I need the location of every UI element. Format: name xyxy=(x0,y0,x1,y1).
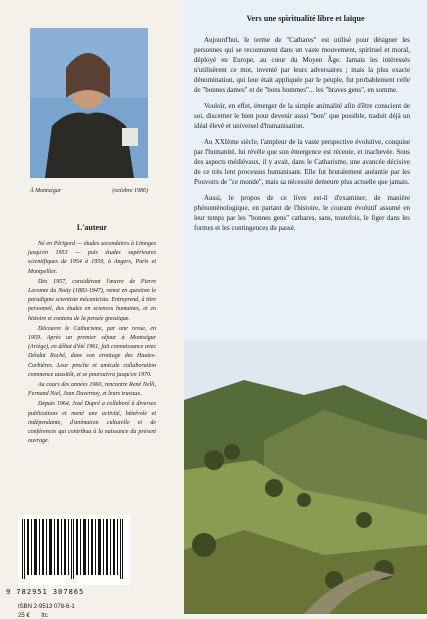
photo-caption-place: À Montségur xyxy=(30,188,62,194)
bio-paragraph: Depuis 1964, José Dupré a collaboré à diverses publications et mené une activité, bénévole et indépendante, d'animation culturelle et de conférences qui contribua à la naissance du présent ouvrage. xyxy=(28,401,156,445)
price-tax: ttc xyxy=(41,613,48,619)
landscape-photo xyxy=(184,340,427,614)
author-section-title: L'auteur xyxy=(76,223,108,232)
bio-paragraph: Né en Périgord — études secondaires à Limoges jusqu'en 1953 — puis études supérieures scientifiques de 1954 à 1959, à Angers, Paris et Montpellier. xyxy=(28,241,156,275)
summary-title: Vers une spiritualité libre et laïque xyxy=(246,14,365,23)
landscape-illustration xyxy=(184,340,427,614)
barcode-bars xyxy=(18,515,130,585)
summary-paragraph: Vouloir, en effet, émerger de la simple animalité afin d'être conscient de soi, discerner le bien pour devenir aussi "bon" que possible, traduit déjà un idéal élevé et universel d'humanisation. xyxy=(194,102,410,130)
price-amount: 25 € xyxy=(18,613,30,619)
summary-paragraph: Aujourd'hui, le terme de "Cathares" est utilisé pour désigner les personnes qui se reconnurent dans un vaste mouvement, spirituel et moral, déployé en Europe, au cœur du Moyen Âge. Jamais les intéressés n'utilisèrent ce mot, inventé par leurs adversaires ; mais la plus exacte dénomination, qui leur était appliquée par le peuple, fut probablement celle de "bonnes dames" et de "bons hommes"... les "braves gens", en somme. xyxy=(194,36,410,94)
barcode-digits: 9 782951 307865 xyxy=(6,588,85,596)
author-biography xyxy=(28,240,156,447)
author-photo xyxy=(30,28,148,178)
summary-paragraph: Au XXIème siècle, l'ampleur de la vaste perspective évolutive, conquise par l'humanité, lui révèle que son émergence est récente, et inachevée. Sous des aspects médiévaux, il y avait, dans le Catharisme, une avancée décisive de ce très lent processus humanisant. Elle fut brutalement anéantie par les Pouvoirs de "ce monde", mais sa nécessité demeure plus actuelle que jamais. xyxy=(194,138,410,186)
bio-paragraph: Découvre le Catharisme, par une revue, en 1959. Après un premier séjour à Montségur (Ariège), en début d'été 1961, fait connaissance avec Déodat Roché, dans son ermitage des Hautes-Corbières. Leur proche et amicale collaboration commence aussitôt, et se poursuivra jusqu'en 1970. xyxy=(28,325,156,378)
summary-text xyxy=(194,35,410,239)
bio-paragraph: Au cours des années 1960, rencontre René Nelli, Fernand Niel, Jean Duvernoy, et leurs travaux. xyxy=(28,382,156,398)
author-photo-illustration xyxy=(30,28,148,178)
bio-paragraph: Dès 1957, considérant l'œuvre de Pierre Lecomte du Noüy (1883-1947), remet en question le paradigme scientiste mécaniciste. Entreprend, à titre personnel, des études en sciences humaines, et en histoire et contenu de la pensée gnostique. xyxy=(28,278,156,322)
barcode xyxy=(18,515,130,585)
photo-caption-date: (octobre 1986) xyxy=(112,188,148,194)
summary-paragraph: Aussi, le propos de ce livre est-il d'examiner, de manière phénoménologique, en partant de l'histoire, le courant évolutif assumé en leur temps par les "bonnes gens" cathares, sans, toutefois, le figer dans les formes et les contingences du passé. xyxy=(194,194,410,232)
isbn: ISBN 2-9513 078-6-1 xyxy=(18,604,75,610)
barcode-area xyxy=(0,500,184,619)
